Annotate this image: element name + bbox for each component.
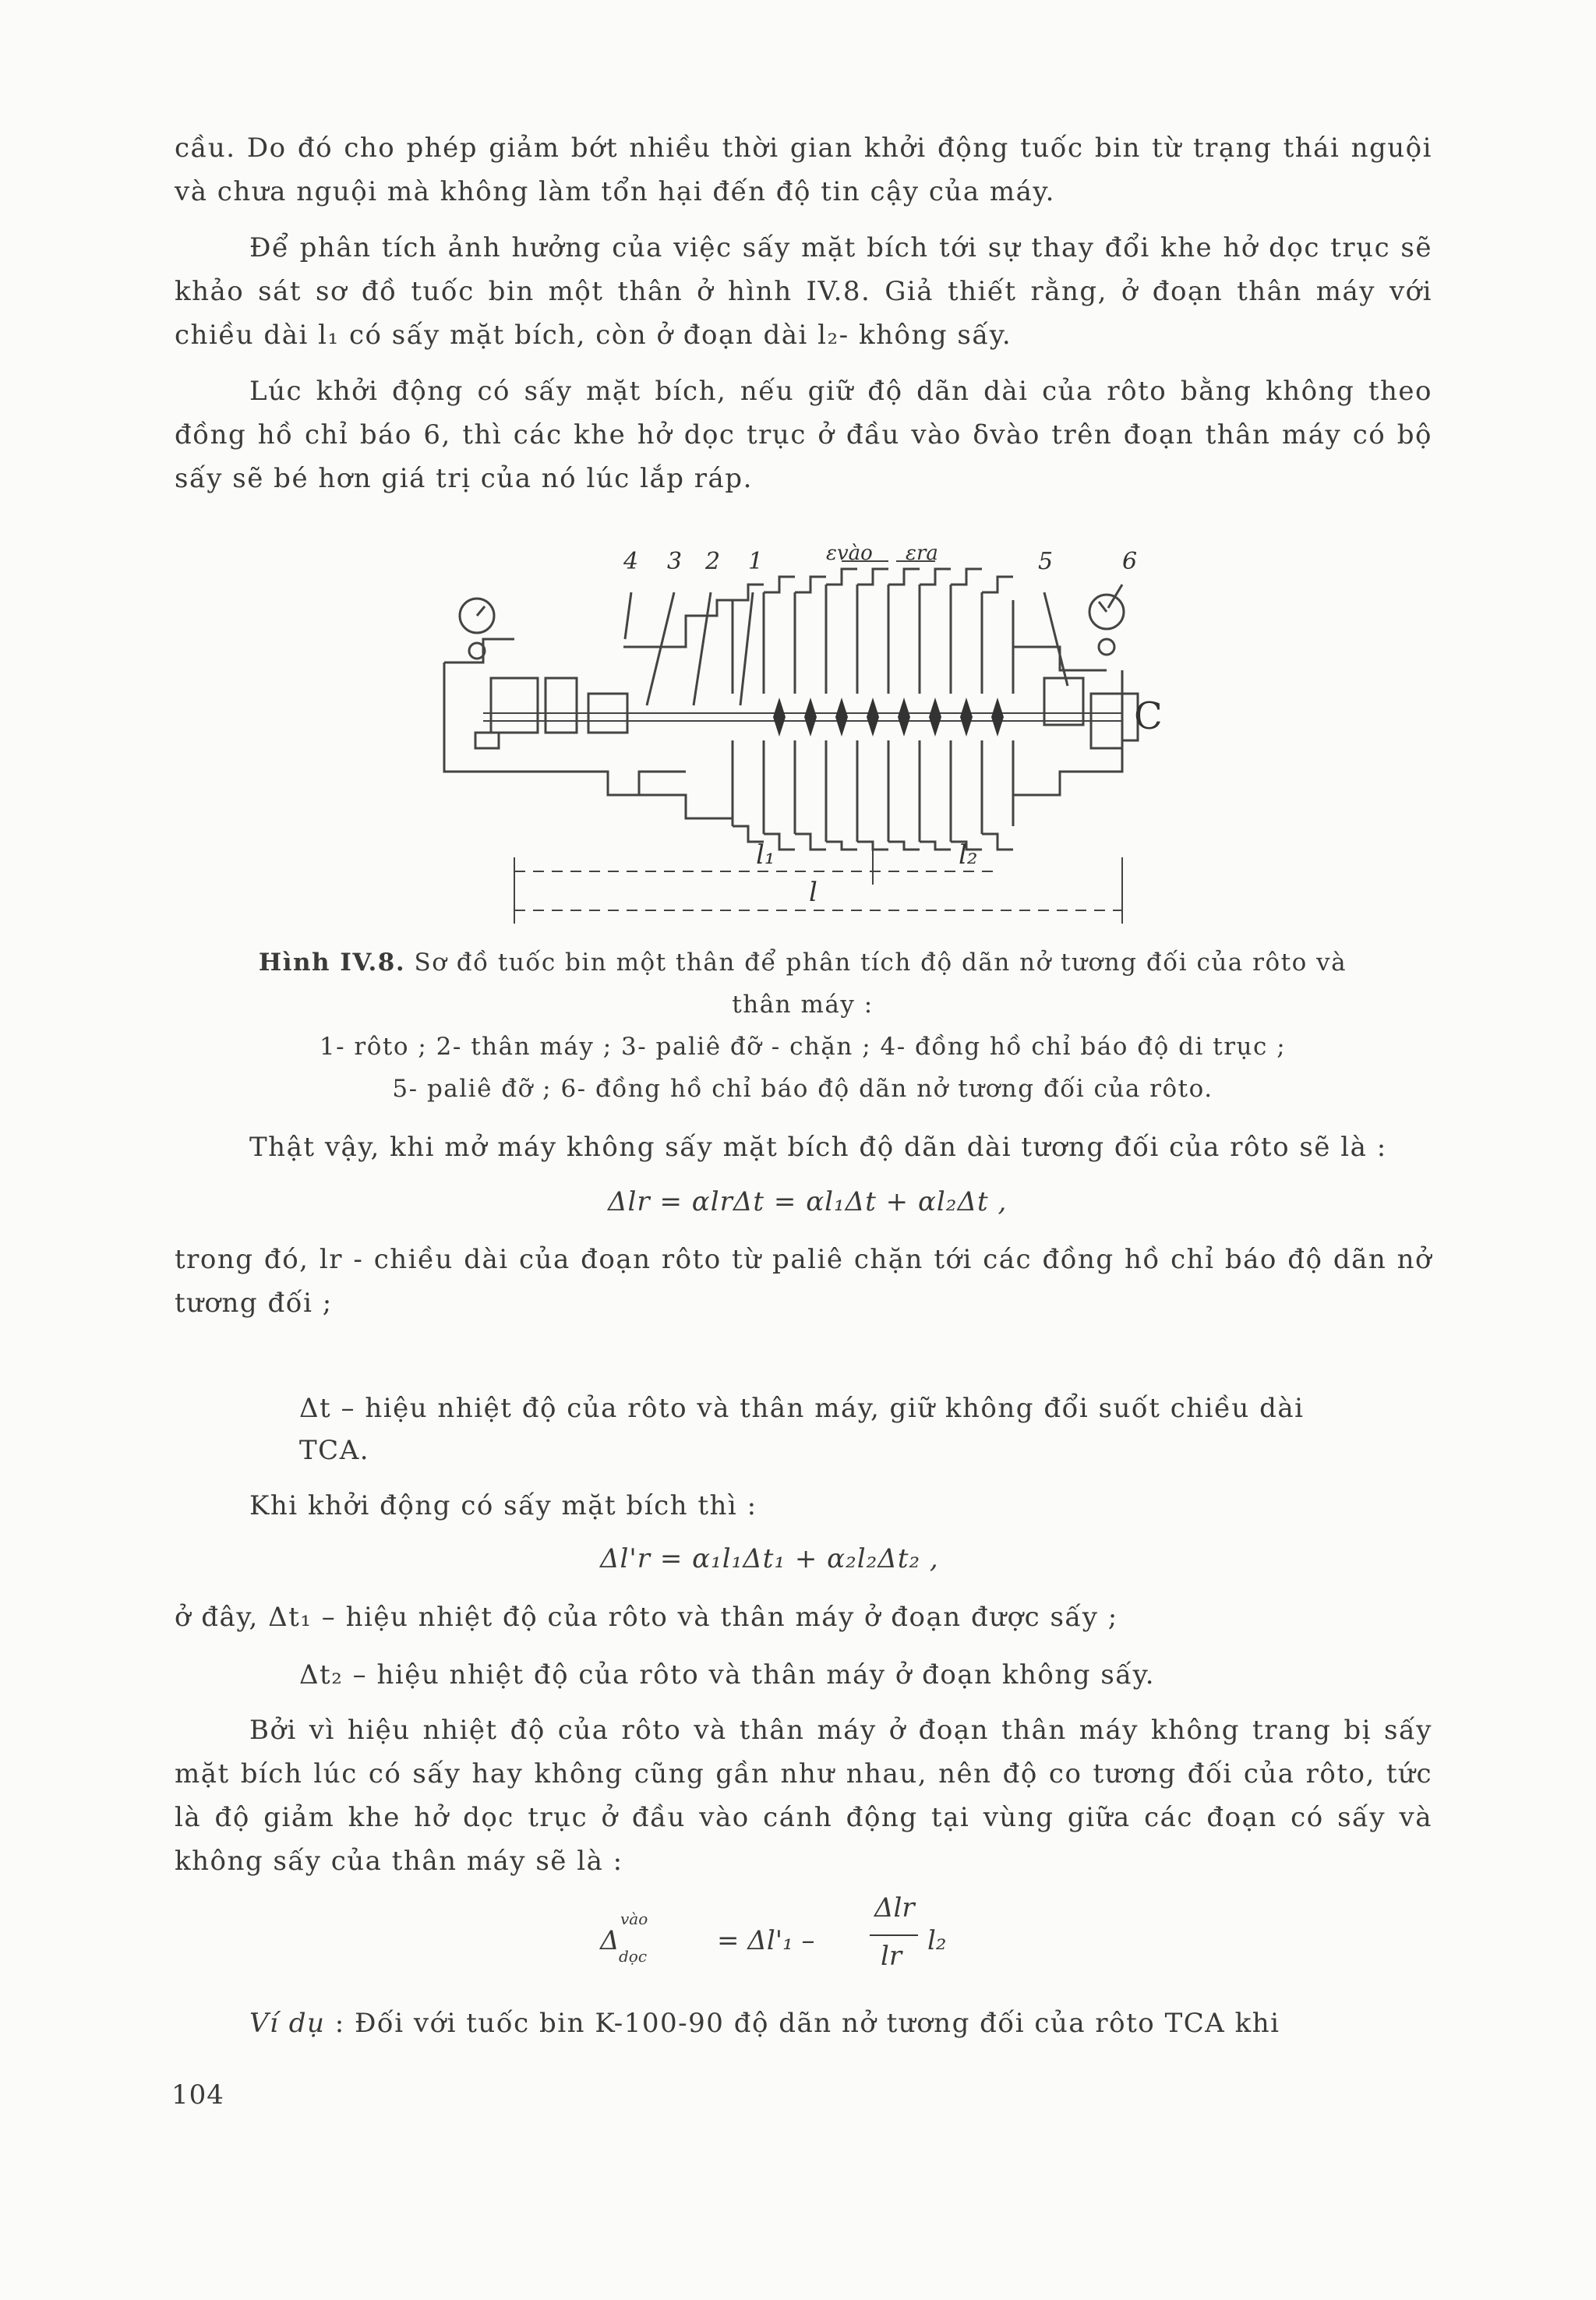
paragraph-3: Lúc khởi động có sấy mặt bích, nếu giữ độ dãn dài của rôto bằng không theo đồng hồ chỉ báo 6, thì các khe hở dọc trục ở đầu vào δvào trên đoạn thân máy có bộ sấy sẽ bé hơn giá trị của nó lúc lắp ráp. bbox=[175, 376, 1432, 494]
figure-caption-title: Sơ đồ tuốc bin một thân để phân tích độ dãn nở tương đối của rôto và thân máy : bbox=[405, 949, 1347, 1019]
label-l2: l₂ bbox=[959, 839, 978, 871]
fraction-bar bbox=[870, 1934, 918, 1936]
paragraph-5: trong đó, lr - chiều dài của đoạn rôto từ paliê chặn tới các đồng hồ chỉ báo độ dãn nở tương đối ; bbox=[175, 1244, 1432, 1319]
label-l1: l₁ bbox=[756, 839, 775, 871]
label-e-out: εra bbox=[906, 542, 938, 565]
page-number: 104 bbox=[171, 2079, 224, 2111]
equation-3-sub: dọc bbox=[619, 1947, 648, 1966]
definition-dt2: Δt₂ – hiệu nhiệt độ của rôto và thân máy ở đoạn không sấy. bbox=[299, 1659, 1156, 1691]
label-e-in: εvào bbox=[826, 542, 873, 565]
paragraph-4: Thật vậy, khi mở máy không sấy mặt bích độ dãn dài tương đối của rôto sẽ là : bbox=[249, 1132, 1387, 1163]
label-3: 3 bbox=[667, 548, 683, 575]
equation-2: Δl'r = α₁l₁Δt₁ + α₂l₂Δt₂ , bbox=[600, 1543, 939, 1574]
definition-dt: Δt – hiệu nhiệt độ của rôto và thân máy, giữ không đổi suốt chiều dài TCA. bbox=[299, 1393, 1305, 1466]
paragraph-1: cầu. Do đó cho phép giảm bớt nhiều thời gian khởi động tuốc bin từ trạng thái nguội và chưa nguội mà không làm tổn hại đến độ tin cậy của máy. bbox=[175, 132, 1432, 207]
label-1: 1 bbox=[748, 548, 764, 575]
paragraph-2: Để phân tích ảnh hưởng của việc sấy mặt bích tới sự thay đổi khe hở dọc trục sẽ khảo sát sơ đồ tuốc bin một thân ở hình IV.8. Giả thiết rằng, ở đoạn thân máy với chiều dài l₁ có sấy mặt bích, còn ở đoạn dài l₂- không sấy. bbox=[175, 232, 1432, 351]
label-5: 5 bbox=[1038, 548, 1054, 575]
label-l: l bbox=[809, 877, 817, 908]
example-text: : Đối với tuốc bin K-100-90 độ dãn nở tương đối của rôto TCA khi bbox=[325, 2008, 1280, 2039]
label-6: 6 bbox=[1122, 548, 1138, 575]
paragraph-6: Khi khởi động có sấy mặt bích thì : bbox=[249, 1490, 757, 1521]
figure-caption bbox=[234, 942, 1372, 1110]
example-label: Ví dụ bbox=[249, 2008, 326, 2039]
turbine-diagram bbox=[436, 538, 1169, 927]
figure-caption-legend-2: 5- paliê đỡ ; 6- đồng hồ chỉ báo độ dãn nở tương đối của rôto. bbox=[392, 1075, 1213, 1103]
equation-3-sup: vào bbox=[620, 1910, 648, 1928]
label-4: 4 bbox=[623, 548, 639, 575]
equation-1: Δlr = αlrΔt = αl₁Δt + αl₂Δt , bbox=[608, 1186, 1008, 1217]
paragraph-9 bbox=[175, 2001, 1432, 2045]
equation-3-numerator: Δlr bbox=[874, 1892, 915, 1924]
figure-caption-label: Hình IV.8. bbox=[258, 949, 406, 977]
equation-3-middle: = Δl'₁ – bbox=[717, 1925, 815, 1956]
equation-3-denominator: lr bbox=[881, 1941, 902, 1972]
paragraph-8: Bởi vì hiệu nhiệt độ của rôto và thân máy ở đoạn thân máy không trang bị sấy mặt bích lúc có sấy hay không cũng gần như nhau, nên độ co tương đối của rôto, tức là độ giảm khe hở dọc trục ở đầu vào cánh động tại vùng giữa các đoạn có sấy và không sấy của thân máy sẽ là : bbox=[175, 1715, 1432, 1877]
equation-3-tail: l₂ bbox=[927, 1925, 947, 1956]
equation-3 bbox=[600, 1892, 1005, 1994]
figure-caption-legend-1: 1- rôto ; 2- thân máy ; 3- paliê đỡ - chặn ; 4- đồng hồ chỉ báo độ di trục ; bbox=[319, 1033, 1287, 1061]
definition-dt1: ở đây, Δt₁ – hiệu nhiệt độ của rôto và thân máy ở đoạn được sấy ; bbox=[175, 1602, 1118, 1633]
label-c: C bbox=[1134, 694, 1163, 738]
equation-3-lhs: Δ bbox=[600, 1925, 620, 1956]
label-2: 2 bbox=[705, 548, 721, 575]
